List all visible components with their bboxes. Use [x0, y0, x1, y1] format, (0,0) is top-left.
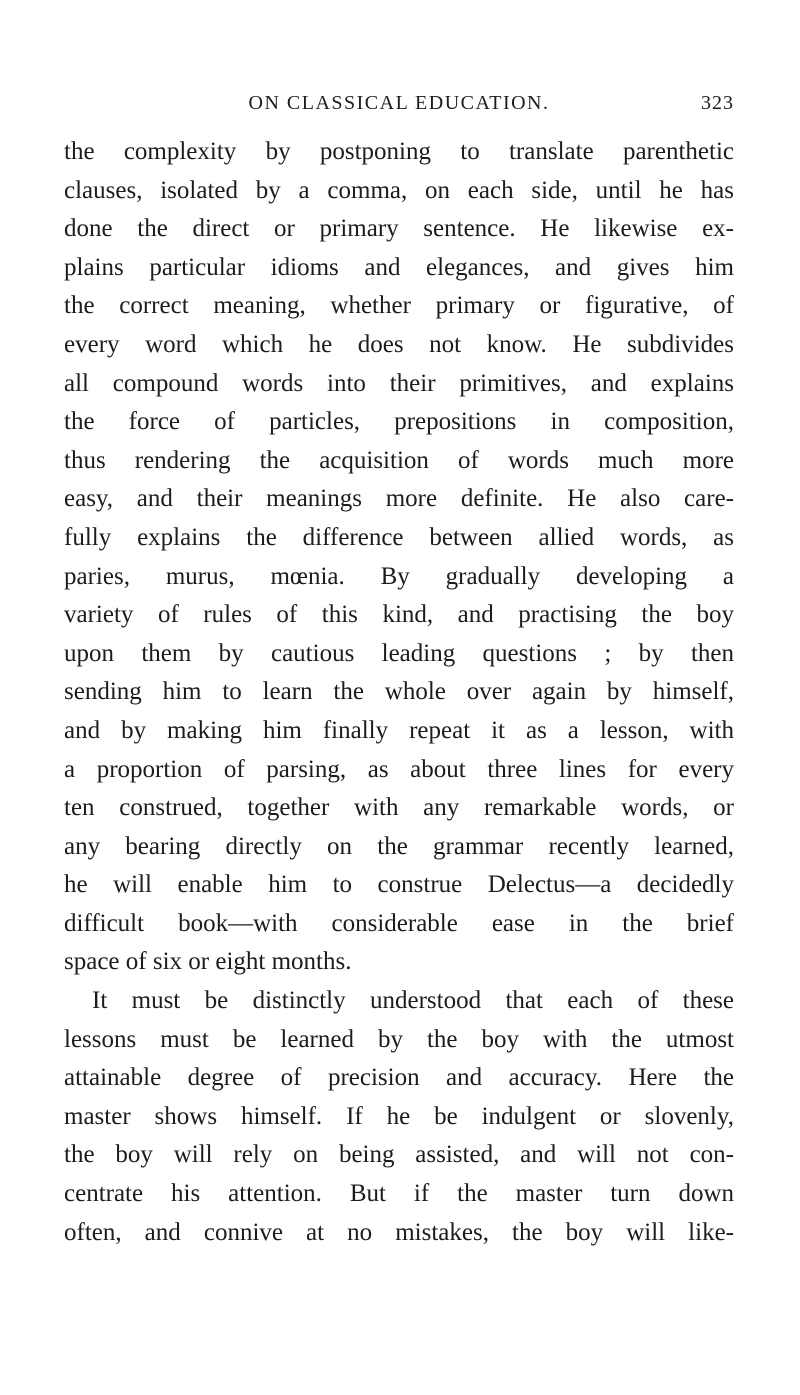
text-line: clauses, isolated by a comma, on each side, until he has [64, 176, 734, 204]
running-head [64, 88, 734, 118]
text-line: It must be distinctly understood that each of these [92, 987, 734, 1015]
text-line: the correct meaning, whether primary or figurative, of [64, 292, 734, 320]
paragraph [64, 982, 734, 1252]
text-line: any bearing directly on the grammar recently learned, [64, 832, 734, 860]
text-line: a proportion of parsing, as about three lines for every [64, 755, 734, 783]
text-line: thus rendering the acquisition of words much more [64, 446, 734, 474]
text-line: plains particular idioms and elegances, and gives him [64, 253, 734, 281]
text-line: and by making him finally repeat it as a lesson, with [64, 716, 734, 744]
text-line: ten construed, together with any remarkable words, or [64, 794, 734, 822]
text-line: he will enable him to construe Delectus—a decidedly [64, 871, 734, 899]
text-line: sending him to learn the whole over again by himself, [64, 678, 734, 706]
paragraph [64, 133, 734, 982]
text-line: space of six or eight months. [64, 948, 352, 976]
text-line: every word which he does not know. He subdivides [64, 330, 734, 358]
text-line: variety of rules of this kind, and practising the boy [64, 601, 734, 629]
text-line: centrate his attention. But if the master turn down [64, 1180, 734, 1208]
text-line: done the direct or primary sentence. He likewise ex- [64, 215, 734, 243]
text-line: difficult book—with considerable ease in the brief [64, 909, 734, 937]
text-line: upon them by cautious leading questions ; by then [64, 639, 734, 667]
text-line: often, and connive at no mistakes, the boy will like- [64, 1218, 734, 1246]
text-line: easy, and their meanings more definite. He also care- [64, 485, 734, 513]
text-line: attainable degree of precision and accuracy. Here the [64, 1064, 734, 1092]
text-line: fully explains the difference between allied words, as [64, 523, 734, 551]
text-line: all compound words into their primitives, and explains [64, 369, 734, 397]
text-line: the complexity by postponing to translate parenthetic [64, 138, 734, 165]
text-line: the force of particles, prepositions in composition, [64, 408, 734, 436]
body-text [64, 133, 734, 1252]
page-number: 323 [701, 92, 734, 114]
running-title: ON CLASSICAL EDUCATION. [248, 92, 550, 114]
text-line: master shows himself. If he be indulgent or slovenly, [64, 1102, 734, 1130]
text-line: lessons must be learned by the boy with the utmost [64, 1025, 734, 1053]
text-line: paries, murus, mœnia. By gradually developing a [64, 562, 734, 590]
text-line: the boy will rely on being assisted, and will not con- [64, 1141, 734, 1169]
